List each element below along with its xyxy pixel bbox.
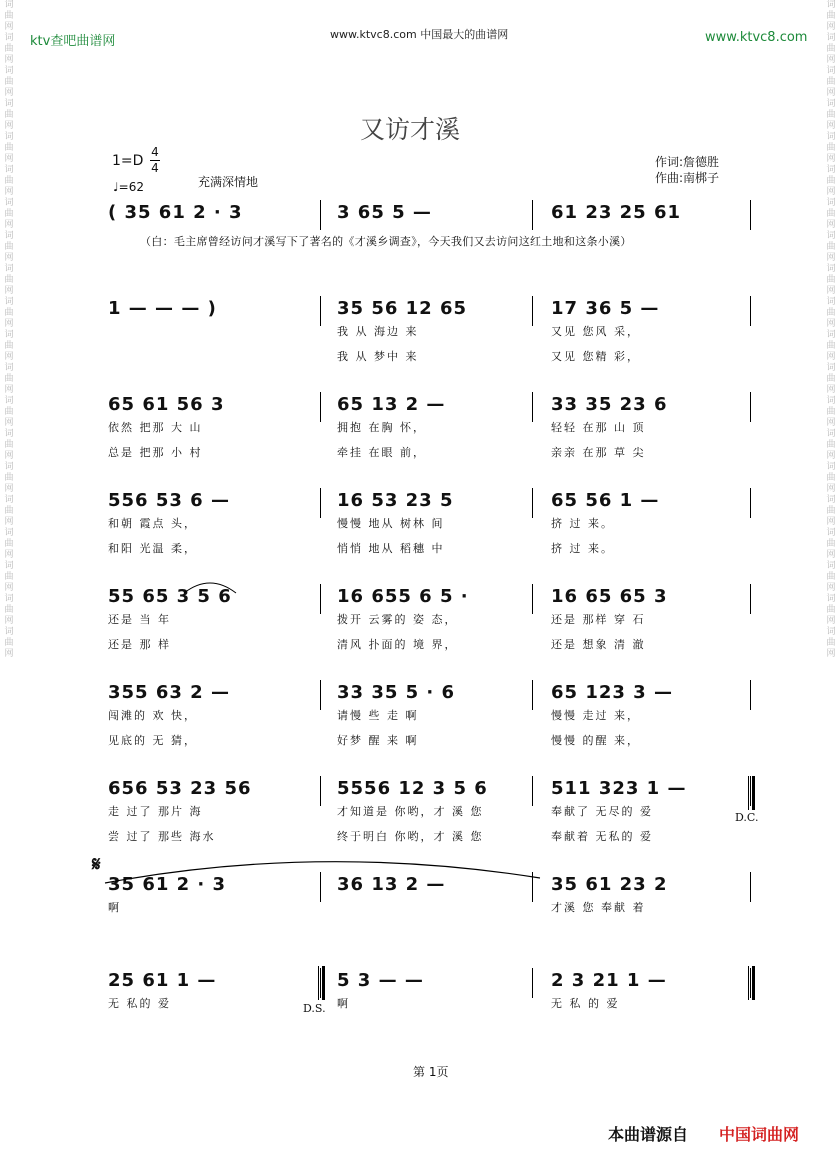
measure-notes: 556 53 6 — <box>108 490 230 511</box>
lyricist: 作词:詹德胜 <box>655 155 720 169</box>
side-watermark-char: 词 <box>826 165 836 175</box>
side-watermark-char: 网 <box>4 286 14 296</box>
measure-notes: 355 63 2 — <box>108 682 230 703</box>
measure-notes: 35 61 2 · 3 <box>108 874 227 895</box>
right-side-watermark <box>824 0 838 1169</box>
measure-notes: 2 3 21 1 — <box>551 970 667 991</box>
side-watermark-char: 曲 <box>826 242 836 252</box>
measure-notes: 1 — — — ) <box>108 298 217 319</box>
side-watermark-char: 词 <box>4 330 14 340</box>
lyric-verse-1: 慢慢 走过 来， <box>551 709 640 722</box>
side-watermark-char: 网 <box>826 385 836 395</box>
side-watermark-char: 网 <box>4 88 14 98</box>
measure-notes: 65 61 56 3 <box>108 394 225 415</box>
side-watermark-char: 曲 <box>826 143 836 153</box>
bar-line <box>532 968 533 998</box>
bar-line <box>750 680 751 710</box>
side-watermark-char: 网 <box>826 484 836 494</box>
side-watermark-char: 词 <box>4 297 14 307</box>
side-watermark-char: 曲 <box>826 407 836 417</box>
side-watermark-char: 词 <box>826 462 836 472</box>
side-watermark-char: 曲 <box>826 176 836 186</box>
side-watermark-char: 曲 <box>826 638 836 648</box>
composer: 作曲:南梆子 <box>655 171 720 185</box>
long-slur <box>100 848 560 888</box>
side-watermark-char: 曲 <box>4 11 14 21</box>
side-watermark-char: 词 <box>4 363 14 373</box>
side-watermark-char: 网 <box>826 616 836 626</box>
tempo-mark <box>113 180 144 194</box>
bar-line <box>532 392 533 422</box>
double-bar-line <box>748 966 755 1000</box>
time-signature <box>150 146 160 175</box>
measure-notes: 17 36 5 — <box>551 298 660 319</box>
lyric-verse-2: 奉献着 无私的 爱 <box>551 830 653 843</box>
side-watermark-char: 曲 <box>4 407 14 417</box>
measure-notes: 3 65 5 — <box>337 202 432 223</box>
site-logo-left[interactable]: ktv查吧曲谱网 <box>30 34 116 49</box>
side-watermark-char: 词 <box>826 297 836 307</box>
side-watermark-char: 词 <box>826 264 836 274</box>
side-watermark-char: 词 <box>826 330 836 340</box>
side-watermark-char: 网 <box>4 253 14 263</box>
segno-icon: 𝄋 <box>92 852 101 876</box>
side-watermark-char: 网 <box>826 649 836 659</box>
measure-notes: ( 35 61 2 · 3 <box>108 202 243 223</box>
side-watermark-char: 网 <box>4 616 14 626</box>
side-watermark-char: 网 <box>4 121 14 131</box>
side-watermark-char: 词 <box>4 198 14 208</box>
lyric-verse-1: 请慢 些 走 啊 <box>337 709 419 722</box>
dc-mark: D.C. <box>735 811 759 824</box>
side-watermark-char: 网 <box>4 187 14 197</box>
side-watermark-char: 曲 <box>826 605 836 615</box>
side-watermark-char: 词 <box>826 627 836 637</box>
side-watermark-char: 网 <box>4 352 14 362</box>
lyric-verse-1: 拨开 云雾的 姿 态， <box>337 613 458 626</box>
bar-line <box>532 488 533 518</box>
side-watermark-char: 网 <box>4 385 14 395</box>
side-watermark-char: 曲 <box>4 539 14 549</box>
lyric-verse-2: 我 从 梦中 来 <box>337 350 419 363</box>
side-watermark-char: 网 <box>826 88 836 98</box>
double-bar-line <box>318 966 325 1000</box>
measure-notes: 5 3 — — <box>337 970 424 991</box>
side-watermark-char: 曲 <box>826 473 836 483</box>
measure-notes: 65 123 3 — <box>551 682 673 703</box>
lyric-verse-2: 牵挂 在眼 前， <box>337 446 426 459</box>
lyric-verse-1: 才知道是 你哟，才 溪 您 <box>337 805 484 818</box>
lyric-verse-1: 拥抱 在胸 怀， <box>337 421 426 434</box>
lyric-verse-1: 还是 那样 穿 石 <box>551 613 646 626</box>
lyric-verse-2: 又见 您精 彩， <box>551 350 640 363</box>
measure-notes: 65 56 1 — <box>551 490 660 511</box>
side-watermark-char: 曲 <box>826 440 836 450</box>
side-watermark-char: 词 <box>4 0 14 10</box>
side-watermark-char: 网 <box>4 220 14 230</box>
quarter-note-icon: ♩ <box>113 180 119 194</box>
side-watermark-char: 词 <box>826 231 836 241</box>
measure-notes: 25 61 1 — <box>108 970 217 991</box>
side-watermark-char: 曲 <box>4 275 14 285</box>
lyric-verse-2: 总是 把那 小 村 <box>108 446 203 459</box>
side-watermark-char: 曲 <box>826 341 836 351</box>
side-watermark-char: 网 <box>826 187 836 197</box>
left-side-watermark <box>2 0 16 1169</box>
side-watermark-char: 词 <box>4 66 14 76</box>
source-label: 本曲谱源自 <box>608 1125 689 1144</box>
side-watermark-char: 词 <box>826 33 836 43</box>
lyric-verse-2: 见底的 无 猜， <box>108 734 197 747</box>
side-watermark-char: 词 <box>4 132 14 142</box>
side-watermark-char: 词 <box>4 33 14 43</box>
side-watermark-char: 曲 <box>826 539 836 549</box>
side-watermark-char: 曲 <box>4 440 14 450</box>
side-watermark-char: 曲 <box>826 209 836 219</box>
lyric-verse-2: 亲亲 在那 草 尖 <box>551 446 646 459</box>
side-watermark-char: 曲 <box>4 638 14 648</box>
lyric-verse-2: 尝 过了 那些 海水 <box>108 830 216 843</box>
side-watermark-char: 词 <box>4 462 14 472</box>
lyric-verse-2: 好梦 醒 来 啊 <box>337 734 419 747</box>
side-watermark-char: 曲 <box>4 341 14 351</box>
lyric-verse-1: 才溪 您 奉献 着 <box>551 901 646 914</box>
measure-notes: 61 23 25 61 <box>551 202 681 223</box>
bar-line <box>750 392 751 422</box>
side-watermark-char: 曲 <box>826 308 836 318</box>
side-watermark-char: 曲 <box>4 176 14 186</box>
lyric-verse-2: 终于明白 你哟，才 溪 您 <box>337 830 484 843</box>
side-watermark-char: 曲 <box>826 374 836 384</box>
lyric-verse-2: 挤 过 来。 <box>551 542 614 555</box>
bar-line <box>320 392 321 422</box>
lyric-verse-1: 依然 把那 大 山 <box>108 421 203 434</box>
side-watermark-char: 曲 <box>4 77 14 87</box>
lyric-verse-2: 清风 扑面的 境 界， <box>337 638 458 651</box>
bar-line <box>532 296 533 326</box>
measure-notes: 35 56 12 65 <box>337 298 467 319</box>
site-header-center[interactable]: www.ktvc8.com 中国最大的曲谱网 <box>330 28 509 41</box>
side-watermark-char: 网 <box>826 154 836 164</box>
side-watermark-char: 网 <box>826 550 836 560</box>
side-watermark-char: 曲 <box>4 143 14 153</box>
measure-notes: 55 65 3 5 6 <box>108 586 232 607</box>
side-watermark-char: 词 <box>4 99 14 109</box>
side-watermark-char: 词 <box>826 0 836 10</box>
lyric-verse-1: 无 私的 爱 <box>108 997 171 1010</box>
side-watermark-char: 曲 <box>4 473 14 483</box>
side-watermark-char: 曲 <box>826 110 836 120</box>
lyric-verse-1: 走 过了 那片 海 <box>108 805 203 818</box>
key-signature: 1=D <box>112 153 144 169</box>
measure-notes: 511 323 1 — <box>551 778 687 799</box>
spoken-note: （白：毛主席曾经访问才溪写下了著名的《才溪乡调查》，今天我们又去访问这红土地和这条小溪） <box>140 235 632 248</box>
side-watermark-char: 词 <box>4 495 14 505</box>
side-watermark-char: 曲 <box>826 77 836 87</box>
side-watermark-char: 词 <box>826 594 836 604</box>
side-watermark-char: 词 <box>4 231 14 241</box>
side-watermark-char: 曲 <box>826 275 836 285</box>
lyric-verse-2: 还是 想象 清 澈 <box>551 638 646 651</box>
measure-notes: 33 35 23 6 <box>551 394 668 415</box>
slur-mark <box>180 575 240 595</box>
site-logo-right[interactable]: www.ktvc8.com <box>705 30 808 45</box>
side-watermark-char: 曲 <box>4 110 14 120</box>
measure-notes: 16 655 6 5 · <box>337 586 469 607</box>
bar-line <box>320 776 321 806</box>
lyric-verse-1: 慢慢 地从 树林 间 <box>337 517 445 530</box>
bar-line <box>750 872 751 902</box>
side-watermark-char: 网 <box>4 154 14 164</box>
side-watermark-char: 曲 <box>4 572 14 582</box>
bar-line <box>750 584 751 614</box>
side-watermark-char: 曲 <box>4 506 14 516</box>
side-watermark-char: 网 <box>826 286 836 296</box>
measure-notes: 16 53 23 5 <box>337 490 454 511</box>
measure-notes: 65 13 2 — <box>337 394 446 415</box>
side-watermark-char: 词 <box>4 561 14 571</box>
bar-line <box>750 488 751 518</box>
side-watermark-char: 网 <box>826 55 836 65</box>
measure-notes: 5556 12 3 5 6 <box>337 778 488 799</box>
side-watermark-char: 网 <box>826 22 836 32</box>
lyric-verse-1: 又见 您风 采， <box>551 325 640 338</box>
side-watermark-char: 词 <box>4 429 14 439</box>
side-watermark-char: 网 <box>4 418 14 428</box>
lyric-verse-1: 轻轻 在那 山 顶 <box>551 421 646 434</box>
side-watermark-char: 曲 <box>4 44 14 54</box>
side-watermark-char: 网 <box>4 451 14 461</box>
side-watermark-char: 网 <box>826 352 836 362</box>
side-watermark-char: 词 <box>4 396 14 406</box>
bar-line <box>750 200 751 230</box>
side-watermark-char: 网 <box>4 22 14 32</box>
side-watermark-char: 曲 <box>826 11 836 21</box>
side-watermark-char: 网 <box>4 55 14 65</box>
side-watermark-char: 网 <box>4 550 14 560</box>
lyric-verse-2: 慢慢 的醒 来， <box>551 734 640 747</box>
time-bottom: 4 <box>151 161 159 175</box>
side-watermark-char: 网 <box>4 583 14 593</box>
side-watermark-char: 网 <box>826 418 836 428</box>
side-watermark-char: 词 <box>826 495 836 505</box>
side-watermark-char: 网 <box>826 121 836 131</box>
side-watermark-char: 曲 <box>826 44 836 54</box>
side-watermark-char: 网 <box>4 649 14 659</box>
bar-line <box>532 776 533 806</box>
lyric-verse-2: 还是 那 样 <box>108 638 171 651</box>
side-watermark-char: 词 <box>826 198 836 208</box>
lyric-verse-1: 奉献了 无尽的 爱 <box>551 805 653 818</box>
side-watermark-char: 网 <box>4 517 14 527</box>
lyric-verse-1: 挤 过 来。 <box>551 517 614 530</box>
source-link[interactable]: 中国词曲网 <box>719 1125 800 1144</box>
lyric-verse-1: 啊 <box>108 901 121 914</box>
bar-line <box>750 296 751 326</box>
side-watermark-char: 词 <box>4 627 14 637</box>
double-bar-line <box>748 776 755 810</box>
bar-line <box>320 584 321 614</box>
side-watermark-char: 词 <box>826 561 836 571</box>
side-watermark-char: 曲 <box>4 209 14 219</box>
lyric-verse-2: 悄悄 地从 稻穗 中 <box>337 542 445 555</box>
side-watermark-char: 网 <box>826 253 836 263</box>
measure-notes: 656 53 23 56 <box>108 778 252 799</box>
lyric-verse-1: 我 从 海边 来 <box>337 325 419 338</box>
measure-notes: 33 35 5 · 6 <box>337 682 456 703</box>
measure-notes: 16 65 65 3 <box>551 586 668 607</box>
bar-line <box>320 200 321 230</box>
side-watermark-char: 词 <box>4 594 14 604</box>
side-watermark-char: 网 <box>826 220 836 230</box>
side-watermark-char: 曲 <box>826 572 836 582</box>
song-title: 又访才溪 <box>360 115 461 144</box>
side-watermark-char: 曲 <box>826 506 836 516</box>
page-number: 第 1页 <box>413 1065 449 1079</box>
bar-line <box>532 680 533 710</box>
side-watermark-char: 网 <box>4 319 14 329</box>
side-watermark-char: 曲 <box>4 374 14 384</box>
side-watermark-char: 曲 <box>4 242 14 252</box>
side-watermark-char: 词 <box>826 528 836 538</box>
side-watermark-char: 网 <box>826 451 836 461</box>
side-watermark-char: 词 <box>826 396 836 406</box>
measure-notes: 36 13 2 — <box>337 874 446 895</box>
side-watermark-char: 网 <box>826 583 836 593</box>
side-watermark-char: 网 <box>826 517 836 527</box>
side-watermark-char: 词 <box>826 429 836 439</box>
expression-mark: 充满深情地 <box>198 175 259 189</box>
side-watermark-char: 曲 <box>4 308 14 318</box>
lyric-verse-1: 无 私 的 爱 <box>551 997 620 1010</box>
side-watermark-char: 词 <box>826 99 836 109</box>
side-watermark-char: 曲 <box>4 605 14 615</box>
side-watermark-char: 词 <box>4 165 14 175</box>
bar-line <box>320 488 321 518</box>
ds-mark: D.S. <box>303 1002 326 1015</box>
side-watermark-char: 词 <box>826 66 836 76</box>
bar-line <box>532 584 533 614</box>
side-watermark-char: 词 <box>826 132 836 142</box>
lyric-verse-1: 还是 当 年 <box>108 613 171 626</box>
side-watermark-char: 网 <box>4 484 14 494</box>
bar-line <box>320 680 321 710</box>
bar-line <box>320 296 321 326</box>
time-top: 4 <box>151 145 159 159</box>
lyric-verse-2: 和阳 光温 柔， <box>108 542 197 555</box>
side-watermark-char: 词 <box>4 528 14 538</box>
side-watermark-char: 词 <box>4 264 14 274</box>
bar-line <box>532 200 533 230</box>
lyric-verse-1: 闯滩的 欢 快， <box>108 709 197 722</box>
side-watermark-char: 词 <box>826 363 836 373</box>
side-watermark-char: 网 <box>826 319 836 329</box>
measure-notes: 35 61 23 2 <box>551 874 668 895</box>
lyric-verse-1: 和朝 霞点 头， <box>108 517 197 530</box>
lyric-verse-1: 啊 <box>337 997 350 1010</box>
tempo-value: =62 <box>118 180 144 194</box>
